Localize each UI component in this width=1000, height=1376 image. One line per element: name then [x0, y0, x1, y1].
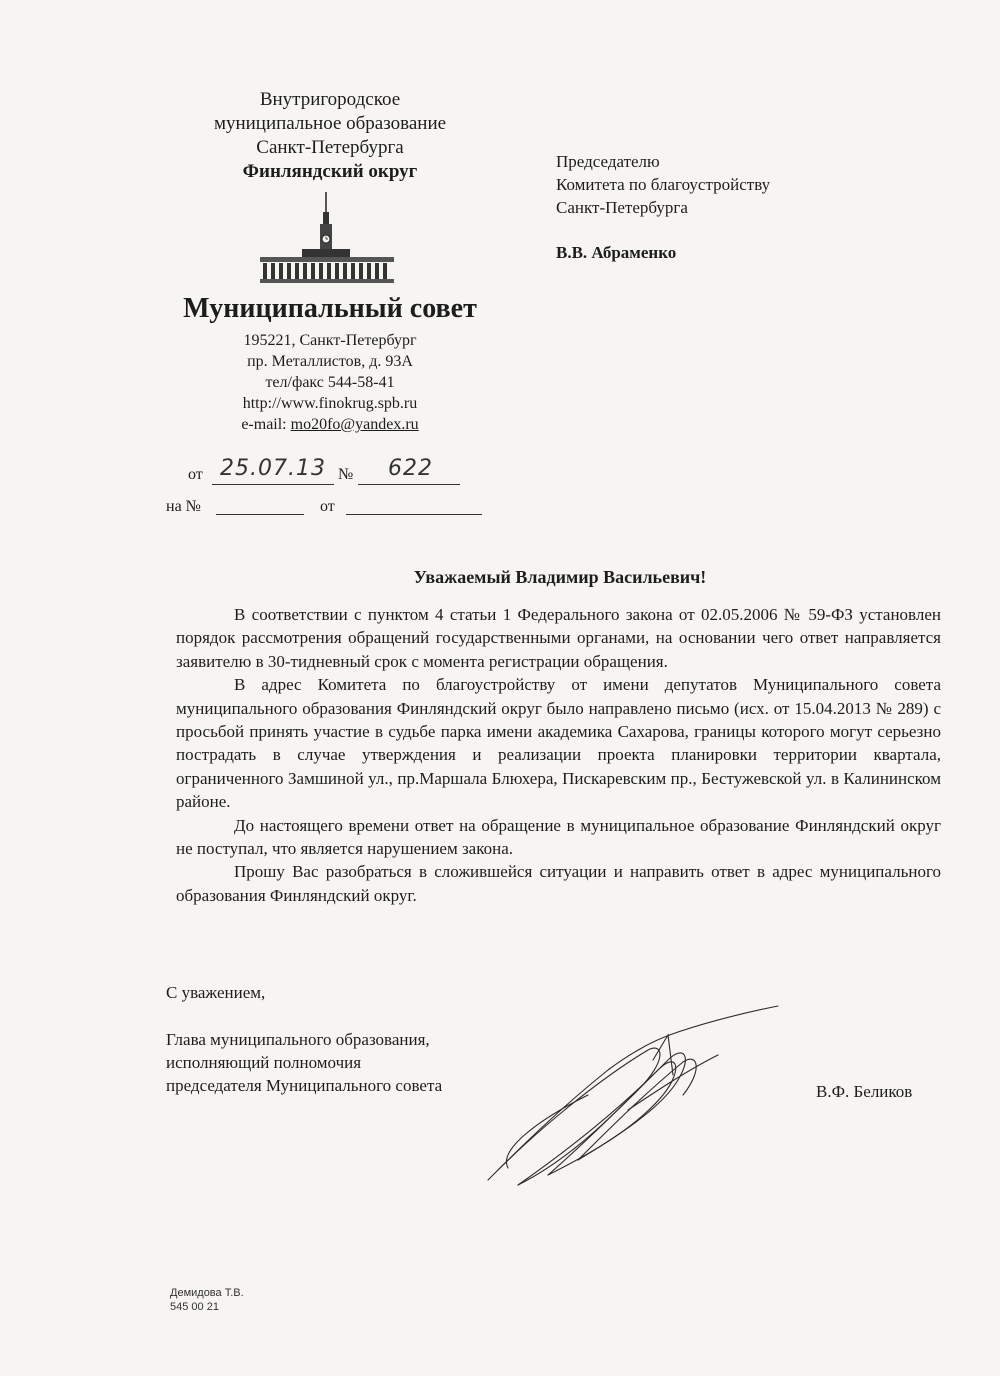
body-paragraph: В адрес Комитета по благоустройству от имени депутатов Муниципального совета муниципального образования Финляндский округ было направлено письмо (исх. от 15.04.2013 № 289) с просьбой принять участие в судьбе парка имени академика Сахарова, границы которого могут серьезно пострадать в случае утверждения и реализации проекта планировки территории квартала, ограниченного Замшиной ул., пр.Маршала Блюхера, Пискаревским пр., Бестужевской ул. в Калининском районе. — [176, 675, 941, 812]
signature-image — [478, 1000, 798, 1200]
position-line: исполняющий полномочия — [166, 1053, 362, 1072]
outgoing-ref — [188, 458, 468, 488]
website[interactable]: http://www.finokrug.spb.ru — [242, 395, 418, 412]
body-paragraph: До настоящего времени ответ на обращение в муниципальное образование Финляндский округ не поступал, что является нарушением закона. — [176, 815, 941, 859]
email-label: e-mail: — [241, 416, 287, 433]
email-line — [130, 414, 530, 435]
ref-date: 25.07.13 — [220, 456, 326, 481]
org-line: Внутригородское — [259, 89, 401, 110]
position-line: председателя Муниципального совета — [166, 1076, 443, 1095]
reply-ref — [166, 494, 486, 520]
executor-phone: 545 00 21 — [170, 1301, 219, 1313]
executor-name: Демидова Т.В. — [170, 1287, 244, 1299]
ref-number-label: № — [338, 466, 354, 483]
district-name: Финляндский округ — [242, 161, 418, 182]
org-line: Санкт-Петербурга — [256, 137, 404, 158]
letter-body — [176, 603, 941, 907]
ref-number: 622 — [388, 456, 433, 481]
regards: С уважением, — [166, 983, 266, 1002]
reply-to-line — [216, 496, 304, 515]
recipient-block — [556, 150, 886, 264]
signer-name: В.Ф. Беликов — [816, 1082, 913, 1101]
recipient-line: Комитета по благоустройству — [556, 175, 771, 194]
executor-block — [170, 1286, 244, 1314]
body-paragraph: В соответствии с пунктом 4 статьи 1 Федерального закона от 02.05.2006 № 59-ФЗ установлен порядок рассмотрения обращений государственными органами, на основании чего ответ направляется заявителю в 30-тидневный срок с момента регистрации обращения. — [176, 605, 941, 671]
ref-from-label: от — [188, 466, 203, 483]
org-header — [130, 88, 530, 184]
body-paragraph: Прошу Вас разобраться в сложившейся ситуации и направить ответ в адрес муниципального образования Финляндский округ. — [176, 862, 941, 905]
phone-fax: тел/факс 544-58-41 — [265, 374, 395, 391]
reply-to-label: на № — [166, 498, 201, 515]
building-emblem-icon — [258, 192, 396, 284]
recipient-line: Санкт-Петербурга — [556, 198, 688, 217]
salutation: Уважаемый Владимир Васильевич! — [413, 567, 707, 587]
recipient-line: Председателю — [556, 152, 660, 171]
recipient-name: В.В. Абраменко — [556, 243, 677, 262]
signer-position — [166, 1028, 526, 1097]
address-line: 195221, Санкт-Петербург — [243, 332, 417, 349]
position-line: Глава муниципального образования, — [166, 1030, 430, 1049]
reply-from-line — [346, 496, 482, 515]
email-link[interactable]: mo20fo@yandex.ru — [290, 416, 419, 433]
reply-from-label: от — [320, 498, 335, 515]
council-title: Муниципальный совет — [183, 293, 477, 324]
contact-block — [130, 330, 530, 435]
address-line: пр. Металлистов, д. 93А — [247, 353, 413, 370]
org-line: муниципальное образование — [213, 113, 447, 134]
